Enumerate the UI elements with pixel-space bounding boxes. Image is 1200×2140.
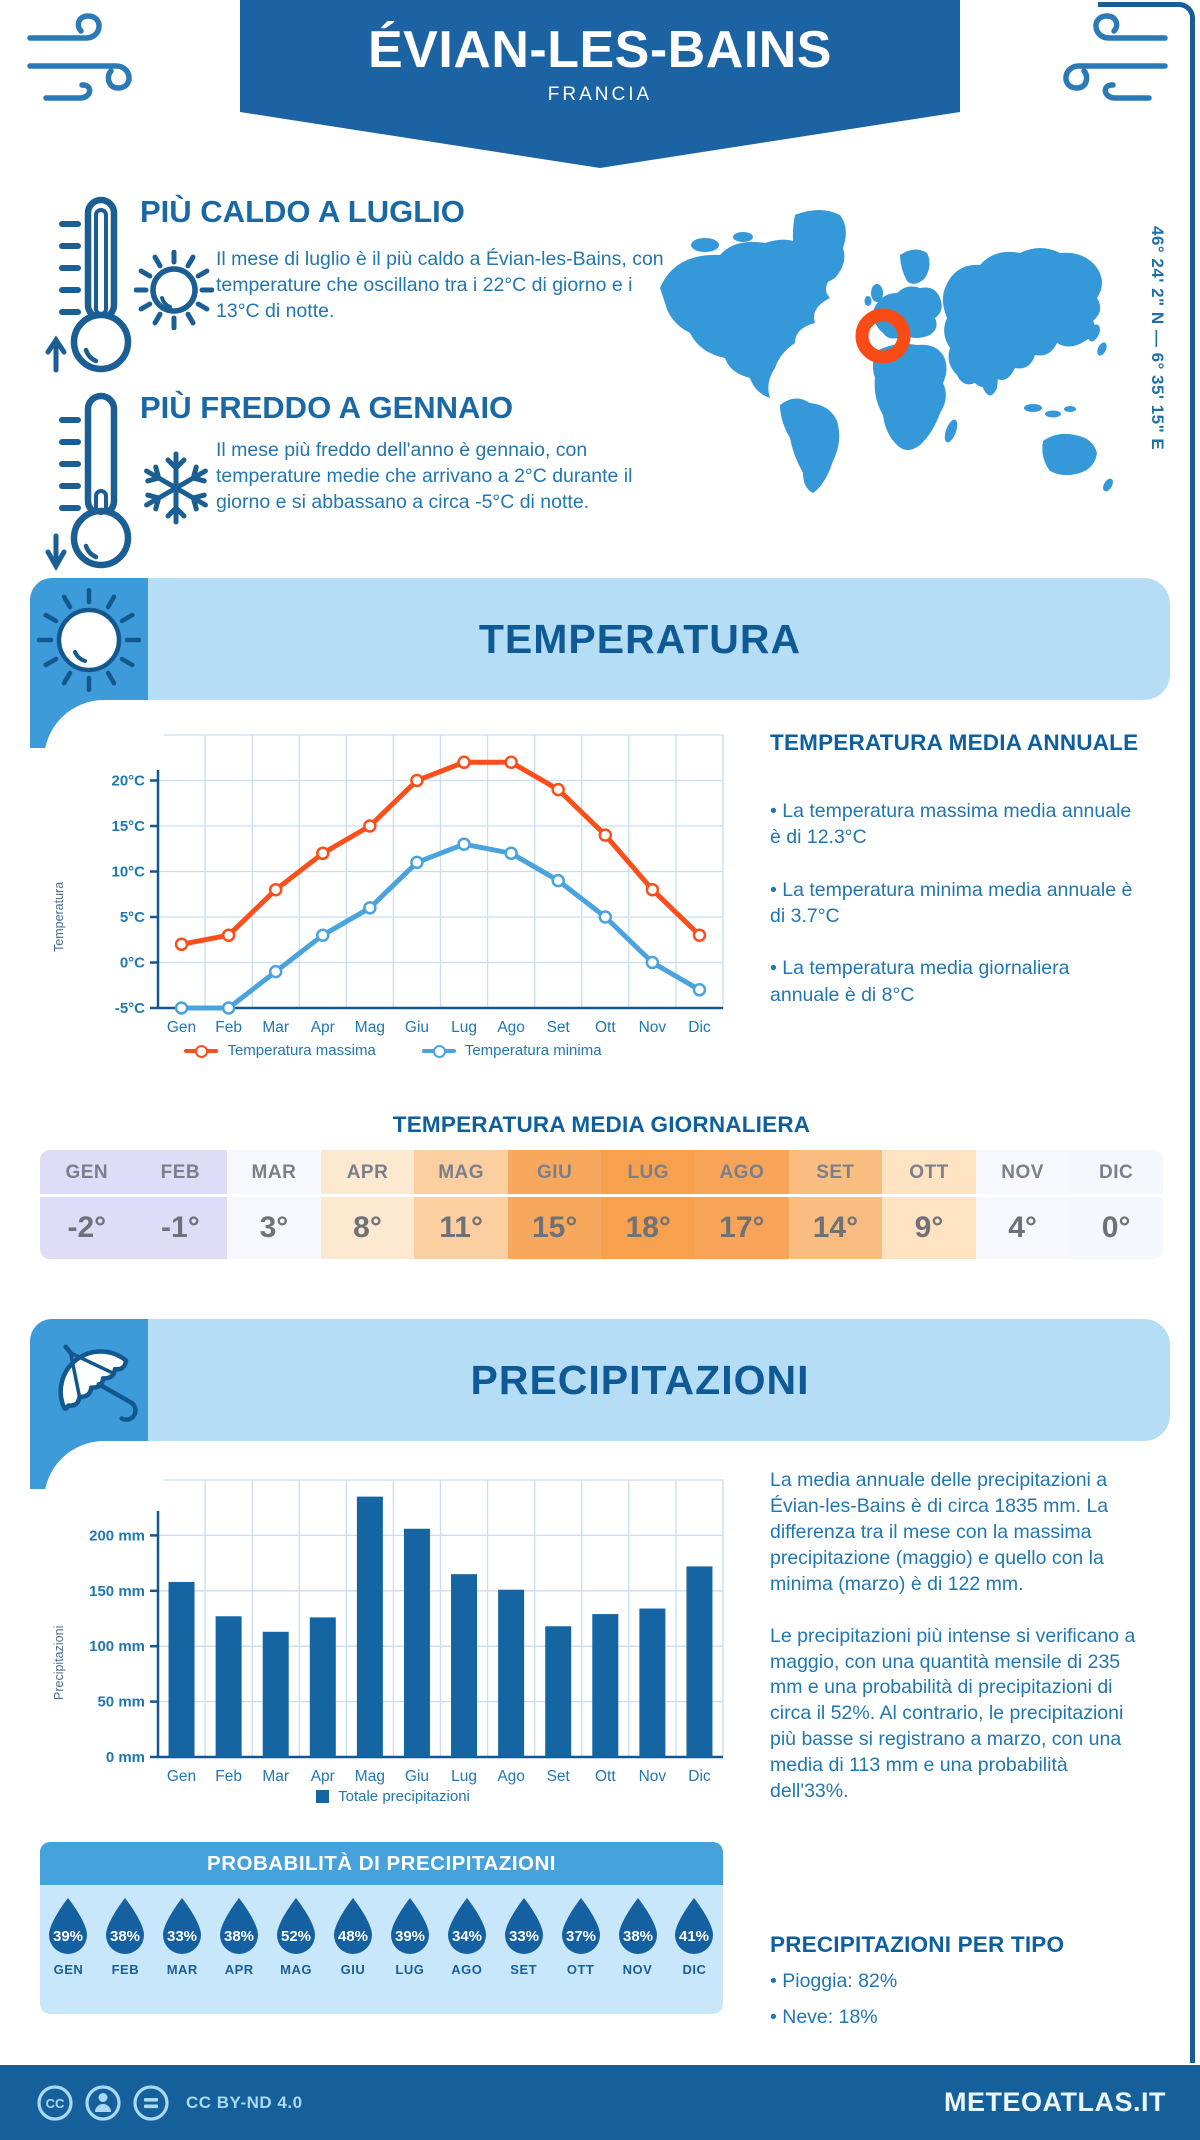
svg-text:33%: 33% (167, 1928, 198, 1945)
svg-text:Feb: Feb (215, 1019, 242, 1036)
precipitation-probability-box (40, 1842, 723, 2014)
wind-icon (24, 12, 139, 117)
svg-text:Dic: Dic (688, 1768, 711, 1785)
droplet-icon (103, 1896, 147, 1954)
temperature-banner-title: TEMPERATURA (478, 616, 802, 662)
legend-label: Totale precipitazioni (338, 1788, 470, 1805)
svg-text:Lug: Lug (451, 1768, 477, 1785)
svg-text:34%: 34% (451, 1928, 482, 1945)
probability-droplet (441, 1896, 493, 1977)
precipitation-probability-droplets (40, 1885, 723, 2014)
legend-dot (195, 1045, 208, 1058)
svg-text:50 mm: 50 mm (97, 1693, 145, 1711)
droplet-icon (502, 1896, 546, 1954)
header-banner (240, 0, 960, 112)
probability-month-label: NOV (622, 1962, 653, 1977)
svg-text:Mag: Mag (354, 1019, 385, 1036)
probability-month-label: FEB (111, 1962, 140, 1977)
wind-icon (1056, 12, 1171, 117)
daily-table-month: GIU (537, 1162, 573, 1183)
svg-text:Gen: Gen (166, 1019, 197, 1036)
probability-droplet (213, 1896, 265, 1977)
precipitation-chart-ylabel: Precipitazioni (52, 1625, 66, 1700)
precipitation-type-bullet: • Neve: 18% (770, 2004, 1150, 2030)
thermometer-down-icon (44, 386, 144, 571)
svg-text:10°C: 10°C (111, 863, 145, 881)
svg-text:Mar: Mar (262, 1768, 290, 1785)
daily-table-value: -2° (40, 1194, 134, 1259)
daily-table-month: NOV (1001, 1162, 1044, 1183)
svg-text:38%: 38% (110, 1928, 141, 1945)
svg-text:5°C: 5°C (119, 909, 145, 926)
svg-text:0 mm: 0 mm (105, 1749, 145, 1766)
daily-table-column (601, 1150, 695, 1259)
legend-line-marker (422, 1049, 456, 1053)
svg-text:38%: 38% (224, 1928, 255, 1945)
snowflake-icon (134, 446, 218, 530)
world-map (645, 192, 1125, 504)
probability-droplet (384, 1896, 436, 1977)
precipitation-types-title: PRECIPITAZIONI PER TIPO (770, 1932, 1065, 1957)
precip-chart-svg (48, 1462, 738, 1792)
svg-text:100 mm: 100 mm (89, 1638, 145, 1656)
legend-item (184, 1042, 375, 1059)
droplet-icon (46, 1896, 90, 1954)
probability-month-label: APR (224, 1962, 254, 1977)
daily-table-value: -1° (134, 1194, 228, 1259)
probability-droplet (668, 1896, 720, 1977)
brand-name: METEOATLAS.IT (944, 2087, 1166, 2117)
probability-month-label: GEN (53, 1962, 84, 1977)
svg-text:Set: Set (546, 1768, 570, 1785)
daily-table-value: 17° (695, 1194, 789, 1259)
svg-text:Nov: Nov (638, 1768, 667, 1785)
svg-text:20°C: 20°C (111, 772, 145, 790)
daily-table-value: 11° (414, 1194, 508, 1259)
legend-square-marker (316, 1790, 329, 1803)
probability-droplet (270, 1896, 322, 1977)
svg-text:Mag: Mag (354, 1768, 385, 1785)
svg-text:Giu: Giu (404, 1768, 430, 1785)
precipitation-chart-legend (48, 1788, 738, 1805)
daily-table-month: AGO (719, 1162, 765, 1183)
svg-text:52%: 52% (281, 1928, 312, 1945)
droplet-icon (616, 1896, 660, 1954)
probability-droplet (498, 1896, 550, 1977)
droplet-icon (388, 1896, 432, 1954)
probability-month-label: OTT (566, 1962, 595, 1977)
daily-table-value: 9° (882, 1194, 976, 1259)
precipitation-chart (48, 1462, 738, 1792)
precipitation-types-bullets (770, 1968, 1150, 2031)
location-marker (862, 315, 904, 357)
daily-table-value: 8° (321, 1194, 415, 1259)
svg-text:Ott: Ott (594, 1768, 616, 1785)
daily-table-value: 15° (508, 1194, 602, 1259)
legend-dot (433, 1045, 446, 1058)
precipitation-probability-title: PROBABILITÀ DI PRECIPITAZIONI (40, 1842, 723, 1885)
precipitation-paragraph: La media annuale delle precipitazioni a Évian-les-Bains è di circa 1835 mm. La differenza tra il mese con la massima precipitazione (maggio) e quello con la minima (marzo) è di 122 mm. (770, 1469, 1109, 1595)
droplet-icon (160, 1896, 204, 1954)
svg-text:Set: Set (546, 1019, 570, 1036)
daily-table-column (227, 1150, 321, 1259)
svg-text:150 mm: 150 mm (89, 1582, 145, 1600)
svg-text:39%: 39% (394, 1928, 425, 1945)
droplet-icon (217, 1896, 261, 1954)
umbrella-icon (40, 1330, 145, 1435)
legend-label: Temperatura minima (464, 1042, 602, 1059)
probability-month-label: GIU (340, 1962, 366, 1977)
daily-table-value: 3° (227, 1194, 321, 1259)
daily-table-month: SET (816, 1162, 855, 1183)
svg-text:Ott: Ott (594, 1019, 616, 1036)
temperature-banner (110, 578, 1170, 700)
daily-table-column (695, 1150, 789, 1259)
svg-text:Ago: Ago (497, 1019, 525, 1036)
droplet-icon (672, 1896, 716, 1954)
daily-table-column (976, 1150, 1070, 1259)
daily-table-month: FEB (160, 1162, 201, 1183)
svg-text:Apr: Apr (310, 1019, 335, 1036)
page-subtitle: FRANCIA (547, 84, 653, 105)
svg-text:39%: 39% (53, 1928, 84, 1945)
geo-coordinates: 46° 24' 2" N — 6° 35' 15" E (1148, 226, 1167, 451)
svg-text:Giu: Giu (404, 1019, 430, 1036)
svg-text:CC: CC (45, 2095, 65, 2111)
temperature-chart-legend (48, 1042, 738, 1059)
svg-text:37%: 37% (565, 1928, 596, 1945)
probability-month-label: MAR (166, 1962, 198, 1977)
svg-text:15°C: 15°C (111, 818, 145, 835)
page-title: ÉVIAN-LES-BAINS (368, 21, 832, 79)
svg-text:0°C: 0°C (119, 954, 145, 972)
droplet-icon (274, 1896, 318, 1954)
svg-text:-5°C: -5°C (114, 1000, 145, 1017)
daily-table-value: 18° (601, 1194, 695, 1259)
precipitation-banner-title: PRECIPITAZIONI (470, 1357, 810, 1403)
daily-table-column (414, 1150, 508, 1259)
header-banner-chevron (240, 112, 960, 168)
svg-text:Nov: Nov (638, 1019, 667, 1036)
sun-icon (134, 250, 214, 330)
temperature-chart-ylabel: Temperatura (52, 881, 66, 952)
daily-table-value: 4° (976, 1194, 1070, 1259)
cc-nd-equals-icon (132, 2084, 170, 2122)
svg-text:33%: 33% (508, 1928, 539, 1945)
legend-item (422, 1042, 602, 1059)
svg-text:Gen: Gen (166, 1768, 197, 1785)
daily-table-month: OTT (909, 1162, 949, 1183)
svg-text:Ago: Ago (497, 1768, 525, 1785)
precipitation-type-bullet: • Pioggia: 82% (770, 1968, 1150, 1994)
droplet-icon (331, 1896, 375, 1954)
daily-table-column (40, 1150, 134, 1259)
annual-bullet: • La temperatura media giornaliera annuale è di 8°C (770, 955, 1142, 1008)
temperature-chart (48, 722, 738, 1044)
daily-table-column (508, 1150, 602, 1259)
daily-table-month: MAR (251, 1162, 297, 1183)
cold-section-text: Il mese più freddo dell'anno è gennaio, con temperature medie che arrivano a 2°C durante il giorno e si abbassano a circa -5°C di notte. (216, 439, 633, 513)
annual-bullet: • La temperatura minima media annuale è di 3.7°C (770, 877, 1142, 930)
svg-text:Apr: Apr (310, 1768, 335, 1785)
license-text: CC BY-ND 4.0 (186, 2092, 303, 2112)
annual-temperature-title: TEMPERATURA MEDIA ANNUALE (770, 730, 1139, 755)
svg-text:41%: 41% (679, 1928, 710, 1945)
footer (0, 2065, 1200, 2140)
daily-table-column (1069, 1150, 1163, 1259)
annual-temperature-block (770, 730, 1142, 1008)
daily-table-month: MAG (438, 1162, 485, 1183)
legend-label: Temperatura massima (227, 1042, 376, 1059)
probability-droplet (327, 1896, 379, 1977)
precipitation-types-block (770, 1932, 1150, 2031)
warm-section-text: Il mese di luglio è il più caldo a Évian-les-Bains, con temperature che oscillano tra i 22°C di giorno e i 13°C di notte. (216, 248, 664, 322)
daily-table-month: GEN (65, 1162, 109, 1183)
probability-droplet (612, 1896, 664, 1977)
legend-item (316, 1788, 470, 1805)
daily-table-column (789, 1150, 883, 1259)
daily-temperature-title: TEMPERATURA MEDIA GIORNALIERA (392, 1112, 811, 1137)
cc-license-icons (36, 2084, 170, 2122)
precipitation-text-block (770, 1468, 1142, 1831)
daily-table-value: 14° (789, 1194, 883, 1259)
svg-text:Mar: Mar (262, 1019, 290, 1036)
probability-month-label: SET (510, 1962, 538, 1977)
thermometer-up-icon (44, 190, 144, 375)
daily-table-column (134, 1150, 228, 1259)
annual-bullet: • La temperatura massima media annuale è di 12.3°C (770, 798, 1142, 851)
daily-temperature-table (40, 1150, 1163, 1259)
precipitation-paragraph: Le precipitazioni più intense si verificano a maggio, con una quantità mensile di 235 mm e una probabilità di precipitazioni di circa il 52%. Al contrario, le precipitazioni più basse si registrano a marzo, con una media di 113 mm e una probabilità dell'33%. (770, 1624, 1136, 1803)
warm-section-title: PIÙ CALDO A LUGLIO (140, 194, 465, 229)
daily-table-column (321, 1150, 415, 1259)
svg-text:48%: 48% (337, 1928, 368, 1945)
cold-section-title: PIÙ FREDDO A GENNAIO (140, 390, 514, 425)
probability-month-label: DIC (682, 1962, 707, 1977)
daily-table-month: LUG (627, 1162, 670, 1183)
probability-droplet (99, 1896, 151, 1977)
cc-icon (36, 2084, 74, 2122)
droplet-icon (559, 1896, 603, 1954)
svg-text:Lug: Lug (451, 1019, 477, 1036)
daily-table-column (882, 1150, 976, 1259)
sun-icon (37, 588, 141, 692)
probability-droplet (156, 1896, 208, 1977)
probability-droplet (555, 1896, 607, 1977)
probability-month-label: MAG (280, 1962, 312, 1977)
probability-month-label: AGO (451, 1962, 483, 1977)
annual-temperature-bullets (770, 798, 1142, 1008)
precipitation-banner (110, 1319, 1170, 1441)
svg-text:Feb: Feb (215, 1768, 242, 1785)
droplet-icon (445, 1896, 489, 1954)
probability-droplet (42, 1896, 94, 1977)
legend-line-marker (184, 1049, 218, 1053)
daily-table-value: 0° (1069, 1194, 1163, 1259)
probability-month-label: LUG (395, 1962, 425, 1977)
daily-table-month: DIC (1099, 1162, 1134, 1183)
svg-text:200 mm: 200 mm (89, 1527, 145, 1545)
cc-by-person-icon (84, 2084, 122, 2122)
svg-text:38%: 38% (622, 1928, 653, 1945)
daily-table-month: APR (346, 1162, 389, 1183)
svg-text:Dic: Dic (688, 1019, 711, 1036)
temp-chart-svg (48, 722, 738, 1044)
